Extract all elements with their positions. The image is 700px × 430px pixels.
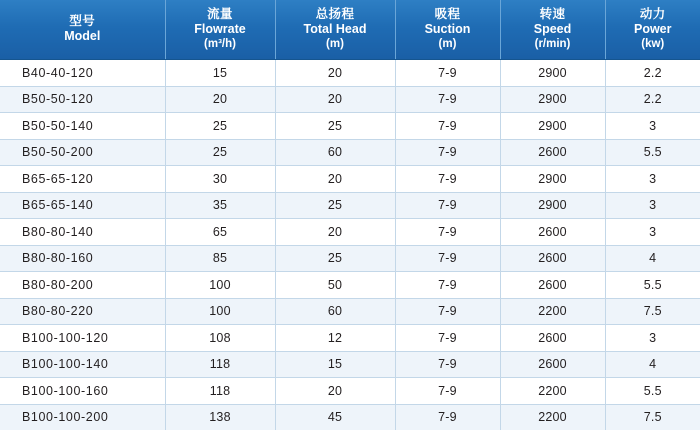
cell-suction: 7-9 <box>395 139 500 166</box>
cell-speed: 2600 <box>500 351 605 378</box>
column-header-model-en: Model <box>2 29 163 44</box>
column-header-flowrate-en: Flowrate <box>168 22 273 37</box>
cell-speed: 2600 <box>500 245 605 272</box>
cell-flowrate: 65 <box>165 219 275 246</box>
cell-power: 5.5 <box>605 272 700 299</box>
cell-speed: 2600 <box>500 139 605 166</box>
column-header-total-head-en: Total Head <box>278 22 393 37</box>
cell-suction: 7-9 <box>395 113 500 140</box>
column-header-flowrate <box>165 0 275 60</box>
cell-power: 3 <box>605 166 700 193</box>
cell-total-head: 20 <box>275 86 395 113</box>
cell-suction: 7-9 <box>395 60 500 87</box>
column-header-power-cn: 动力 <box>608 7 699 22</box>
table-row <box>0 404 700 430</box>
column-header-flowrate-cn: 流量 <box>168 7 273 22</box>
cell-suction: 7-9 <box>395 351 500 378</box>
cell-model: B50-50-200 <box>0 139 165 166</box>
cell-model: B50-50-120 <box>0 86 165 113</box>
column-header-speed-cn: 转速 <box>503 7 603 22</box>
table-row <box>0 139 700 166</box>
table-row <box>0 378 700 405</box>
cell-speed: 2900 <box>500 113 605 140</box>
cell-suction: 7-9 <box>395 378 500 405</box>
table-row <box>0 192 700 219</box>
cell-flowrate: 15 <box>165 60 275 87</box>
cell-power: 3 <box>605 219 700 246</box>
cell-flowrate: 25 <box>165 139 275 166</box>
cell-total-head: 20 <box>275 60 395 87</box>
column-header-total-head-unit: (m) <box>278 37 393 51</box>
table-row <box>0 272 700 299</box>
table-row <box>0 219 700 246</box>
cell-flowrate: 20 <box>165 86 275 113</box>
cell-total-head: 25 <box>275 192 395 219</box>
cell-flowrate: 35 <box>165 192 275 219</box>
cell-model: B100-100-160 <box>0 378 165 405</box>
table-body <box>0 60 700 430</box>
cell-flowrate: 138 <box>165 404 275 430</box>
cell-suction: 7-9 <box>395 219 500 246</box>
cell-power: 5.5 <box>605 139 700 166</box>
cell-speed: 2600 <box>500 272 605 299</box>
cell-power: 5.5 <box>605 378 700 405</box>
table-row <box>0 351 700 378</box>
cell-total-head: 15 <box>275 351 395 378</box>
cell-power: 7.5 <box>605 404 700 430</box>
table-row <box>0 325 700 352</box>
table-row <box>0 113 700 140</box>
table-row <box>0 166 700 193</box>
column-header-suction <box>395 0 500 60</box>
cell-model: B65-65-120 <box>0 166 165 193</box>
cell-speed: 2900 <box>500 166 605 193</box>
cell-power: 7.5 <box>605 298 700 325</box>
cell-total-head: 12 <box>275 325 395 352</box>
cell-suction: 7-9 <box>395 298 500 325</box>
cell-flowrate: 118 <box>165 378 275 405</box>
cell-power: 4 <box>605 245 700 272</box>
cell-power: 3 <box>605 113 700 140</box>
cell-suction: 7-9 <box>395 245 500 272</box>
column-header-total-head-cn: 总扬程 <box>278 7 393 22</box>
cell-power: 4 <box>605 351 700 378</box>
cell-suction: 7-9 <box>395 86 500 113</box>
cell-speed: 2200 <box>500 378 605 405</box>
cell-speed: 2900 <box>500 192 605 219</box>
cell-suction: 7-9 <box>395 272 500 299</box>
column-header-speed-unit: (r/min) <box>503 37 603 51</box>
cell-power: 2.2 <box>605 86 700 113</box>
cell-suction: 7-9 <box>395 325 500 352</box>
cell-model: B80-80-160 <box>0 245 165 272</box>
cell-total-head: 25 <box>275 245 395 272</box>
cell-total-head: 25 <box>275 113 395 140</box>
cell-model: B50-50-140 <box>0 113 165 140</box>
cell-power: 3 <box>605 325 700 352</box>
column-header-speed-en: Speed <box>503 22 603 37</box>
column-header-suction-unit: (m) <box>398 37 498 51</box>
cell-model: B100-100-200 <box>0 404 165 430</box>
cell-suction: 7-9 <box>395 404 500 430</box>
column-header-speed <box>500 0 605 60</box>
cell-suction: 7-9 <box>395 166 500 193</box>
cell-model: B40-40-120 <box>0 60 165 87</box>
cell-total-head: 50 <box>275 272 395 299</box>
column-header-suction-en: Suction <box>398 22 498 37</box>
cell-total-head: 60 <box>275 139 395 166</box>
table-header <box>0 0 700 60</box>
table-row <box>0 86 700 113</box>
cell-speed: 2600 <box>500 219 605 246</box>
cell-flowrate: 85 <box>165 245 275 272</box>
cell-model: B80-80-140 <box>0 219 165 246</box>
cell-flowrate: 100 <box>165 298 275 325</box>
cell-speed: 2200 <box>500 404 605 430</box>
cell-model: B100-100-120 <box>0 325 165 352</box>
cell-model: B80-80-220 <box>0 298 165 325</box>
column-header-suction-cn: 吸程 <box>398 7 498 22</box>
cell-speed: 2600 <box>500 325 605 352</box>
cell-total-head: 20 <box>275 166 395 193</box>
cell-speed: 2200 <box>500 298 605 325</box>
table-header-row <box>0 0 700 60</box>
column-header-model <box>0 0 165 60</box>
column-header-power <box>605 0 700 60</box>
cell-model: B100-100-140 <box>0 351 165 378</box>
column-header-total-head <box>275 0 395 60</box>
table-row <box>0 60 700 87</box>
column-header-power-unit: (kw) <box>608 37 699 51</box>
cell-total-head: 20 <box>275 378 395 405</box>
cell-flowrate: 108 <box>165 325 275 352</box>
cell-power: 2.2 <box>605 60 700 87</box>
cell-flowrate: 100 <box>165 272 275 299</box>
column-header-model-cn: 型号 <box>2 14 163 29</box>
cell-flowrate: 118 <box>165 351 275 378</box>
column-header-power-en: Power <box>608 22 699 37</box>
cell-power: 3 <box>605 192 700 219</box>
cell-model: B65-65-140 <box>0 192 165 219</box>
table-row <box>0 245 700 272</box>
cell-speed: 2900 <box>500 86 605 113</box>
cell-model: B80-80-200 <box>0 272 165 299</box>
cell-total-head: 45 <box>275 404 395 430</box>
cell-speed: 2900 <box>500 60 605 87</box>
cell-suction: 7-9 <box>395 192 500 219</box>
cell-total-head: 20 <box>275 219 395 246</box>
cell-flowrate: 25 <box>165 113 275 140</box>
column-header-flowrate-unit: (m³/h) <box>168 37 273 51</box>
cell-total-head: 60 <box>275 298 395 325</box>
table-row <box>0 298 700 325</box>
cell-flowrate: 30 <box>165 166 275 193</box>
